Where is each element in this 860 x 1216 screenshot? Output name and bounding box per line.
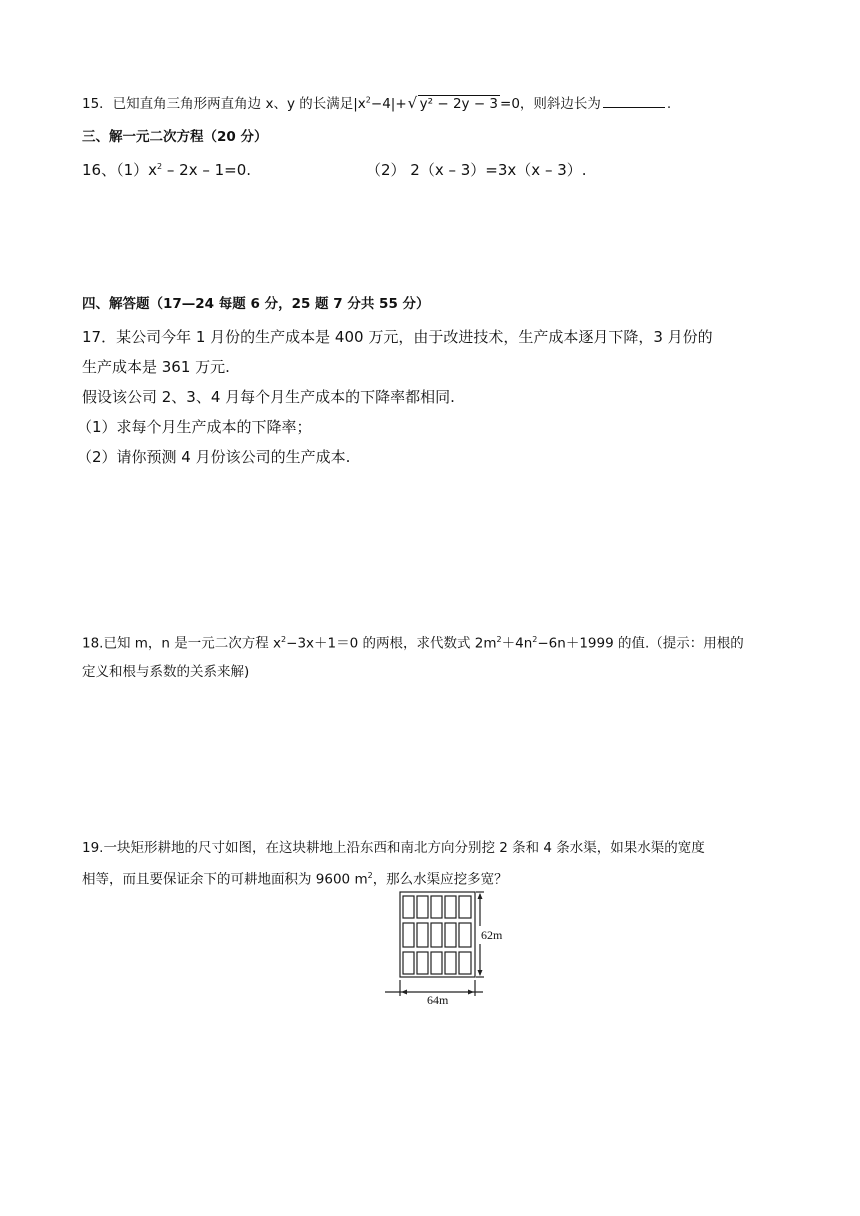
q15-suffix: =0，则斜边长为 — [500, 96, 601, 112]
q15-end: . — [666, 96, 672, 112]
q16-part1-label: （1） — [116, 161, 149, 179]
q17-line1: 17．某公司今年 1 月份的生产成本是 400 万元，由于改进技术，生产成本逐月下降，3 月份的 — [82, 328, 713, 346]
section-4-heading: 四、解答题（17—24 每题 6 分，25 题 7 分共 55 分） — [82, 296, 430, 312]
q19-line1: 19.一块矩形耕地的尺寸如图，在这块耕地上沿东西和南北方向分别挖 2 条和 4 条水渠，如果水渠的宽度 — [82, 840, 705, 856]
q17-subquestion-2: （2）请你预测 4 月份该公司的生产成本. — [77, 448, 351, 466]
q18-line1 — [82, 626, 782, 658]
q18-exponent-3: 2 — [532, 635, 538, 644]
q17-subquestion-1: （1）求每个月生产成本的下降率； — [77, 418, 312, 436]
q18-text-a: 18.已知 m，n 是一元二次方程 x — [82, 635, 282, 652]
field-figure — [380, 890, 503, 1007]
q18-text-b: −3x＋1＝0 的两根，求代数式 2m — [286, 635, 497, 652]
q16-number: 16、 — [82, 161, 117, 179]
q18-text-d: −6n＋1999 的值.（提示：用根的 — [537, 635, 744, 652]
question-17 — [77, 322, 782, 472]
q16-part2: （2） 2（x – 3）=3x（x – 3）. — [366, 161, 587, 179]
q19-text-b: ，那么水渠应挖多宽？ — [372, 871, 508, 888]
q15-abs-exponent: 2 — [365, 95, 371, 105]
q15-sqrt — [409, 96, 500, 112]
q19-line2 — [82, 862, 782, 894]
question-15 — [82, 92, 782, 112]
q17-line3: 假设该公司 2、3、4 月每个月生产成本的下降率都相同. — [82, 388, 455, 406]
question-19 — [82, 834, 782, 894]
q18-text-c: ＋4n — [501, 635, 533, 652]
field-plots — [403, 896, 471, 974]
q15-abs-open: |x — [353, 96, 366, 112]
q19-exponent: 2 — [367, 871, 373, 880]
q15-abs-close: −4|+ — [370, 96, 407, 112]
height-label: 62m — [481, 928, 503, 942]
q16-part1-x: x — [148, 161, 158, 179]
field-outline — [400, 892, 475, 977]
q15-radicand: y² − 2y − 3 — [419, 96, 499, 112]
q18-line2: 定义和根与系数的关系来解) — [82, 663, 250, 680]
q18-exponent-2: 2 — [496, 635, 502, 644]
q15-prefix: 15．已知直角三角形两直角边 x、y 的长满足 — [82, 96, 354, 112]
question-18 — [82, 626, 782, 686]
width-label: 64m — [427, 993, 449, 1007]
q17-line2: 生产成本是 361 万元. — [82, 358, 230, 376]
q16-part1-rest: – 2x – 1=0. — [162, 161, 252, 179]
q16-part1-exponent: 2 — [157, 162, 163, 171]
q15-answer-blank — [603, 95, 665, 108]
q19-text-a: 相等，而且要保证余下的可耕地面积为 9600 m — [82, 871, 368, 888]
section-3-heading: 三、解一元二次方程（20 分） — [82, 129, 268, 145]
q18-exponent-1: 2 — [281, 635, 287, 644]
